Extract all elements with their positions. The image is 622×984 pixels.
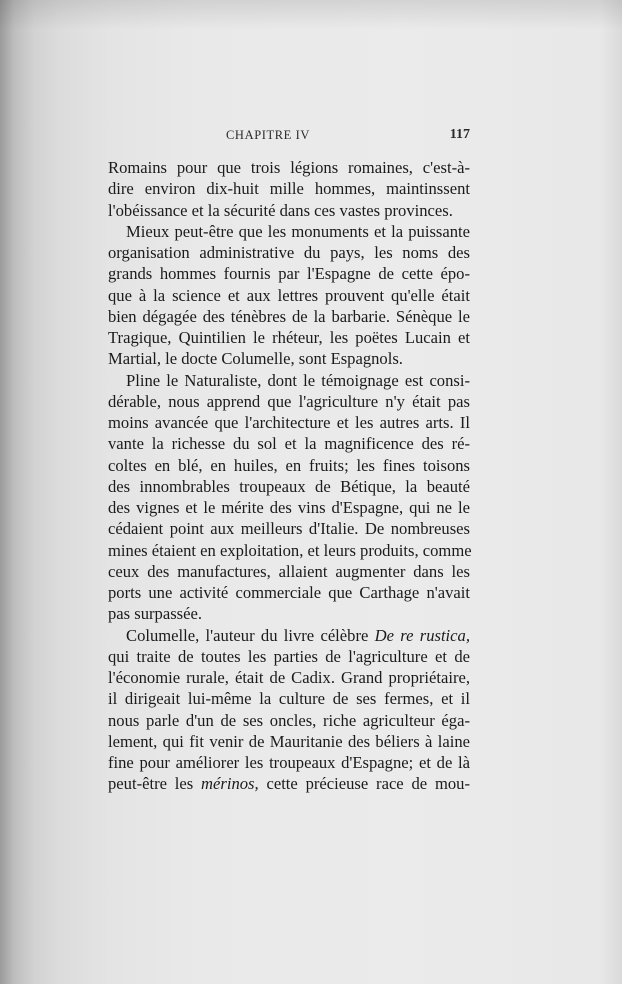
page-shadow [0,0,622,30]
text-line: Mieux peut-être que les monuments et la puissante [126,221,470,241]
text-line: il dirigeait lui-même la culture de ses fermes, et il [108,689,470,709]
page-number: 117 [449,127,470,142]
text-line: des vignes et le mérite des vins d'Espagne, qui ne le [108,498,470,517]
text-line: dérable, nous apprend que l'agriculture n'y était pas [108,391,470,411]
paragraph [108,625,470,795]
text-line: nous parle d'un de ses oncles, riche agriculteur éga- [108,710,470,730]
text-line: lement, qui fit venir de Mauritanie des béliers à laine [108,731,470,751]
text-segment: Columelle, l'auteur du livre célèbre [126,625,375,645]
text-line [108,625,470,646]
text-line: Pline le Naturaliste, dont le témoignage est consi- [126,370,470,390]
italic-word: mérinos, [201,774,259,794]
page-header [108,128,470,146]
text-line: moins avancée que l'architecture et les autres arts. Il [108,413,470,432]
text-line: Tragique, Quintilien le rhéteur, les poëtes Lucain et [108,328,470,347]
body-text [108,157,470,795]
paragraph [108,221,470,370]
text-line: ports une activité commerciale que Carthage n'avait [108,583,470,602]
text-line: Martial, le docte Columelle, sont Espagnols. [108,349,403,369]
text-line: vante la richesse du sol et la magnificence des ré- [108,434,470,454]
running-head: CHAPITRE IV [226,128,311,142]
text-line: qui traite de toutes les parties de l'agriculture et de [108,646,470,666]
text-line: organisation administrative du pays, les noms des [108,243,470,262]
text-line: coltes en blé, en huiles, en fruits; les fines toisons [108,455,470,475]
text-line: dire environ dix-huit mille hommes, maintinssent [108,179,470,199]
text-line: Romains pour que trois légions romaines, c'est-à- [108,158,470,177]
text-line: l'obéissance et la sécurité dans ces vastes provinces. [108,200,453,220]
text-line [108,773,470,794]
text-line: pas surpassée. [108,604,203,624]
paragraph [108,370,470,625]
book-title-italic: De re rustica, [374,625,470,645]
text-line: l'économie rurale, était de Cadix. Grand propriétaire, [108,668,470,687]
text-line: ceux des manufactures, allaient augmenter dans les [108,561,470,581]
paragraph [108,157,470,221]
text-line: grands hommes fournis par l'Espagne de cette épo- [108,264,470,284]
text-line: bien dégagée des ténèbres de la barbarie. Sénèque le [108,306,470,326]
text-line: que à la science et aux lettres prouvent qu'elle était [108,285,470,305]
text-segment: peut-être les [108,774,202,794]
text-line: des innombrables troupeaux de Bétique, la beauté [108,476,470,496]
text-line: fine pour améliorer les troupeaux d'Espagne; et de là [108,753,470,772]
text-line: cédaient point aux meilleurs d'Italie. De nombreuses [108,519,470,539]
text-segment: cette précieuse race de mou- [258,774,470,794]
text-line: mines étaient en exploitation, et leurs produits, comme [108,540,472,560]
